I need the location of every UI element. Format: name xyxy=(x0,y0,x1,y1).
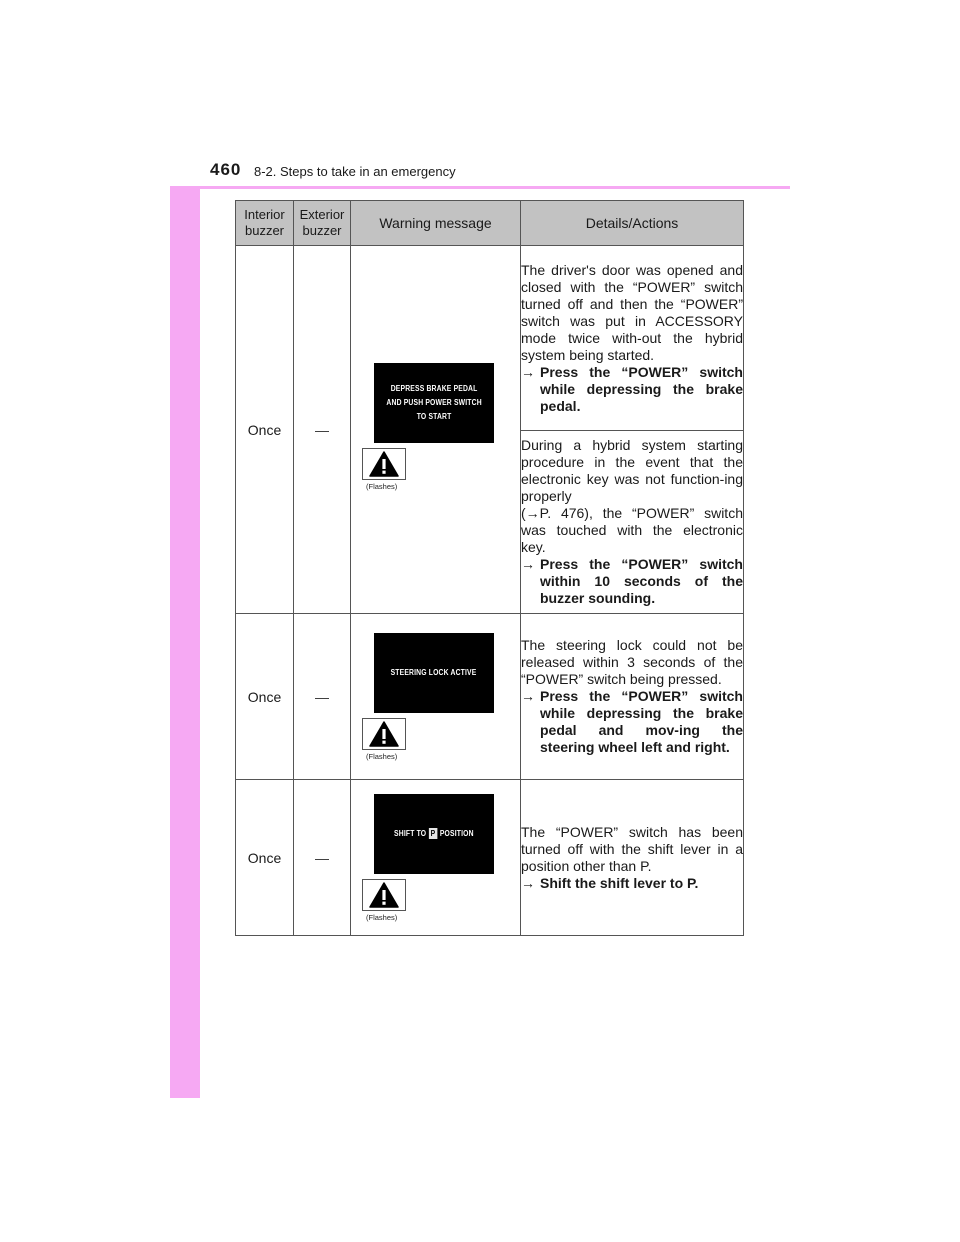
exterior-buzzer-cell: — xyxy=(294,780,351,936)
warning-message-cell xyxy=(351,246,521,614)
flashes-label: (Flashes) xyxy=(366,481,398,491)
action-text: Press the “POWER” switch while depressing the brake pedal. xyxy=(540,363,743,414)
action-line xyxy=(521,875,743,892)
details-cell xyxy=(521,780,744,936)
multi-info-display xyxy=(374,363,494,443)
details-text: The driver's door was opened and closed with the “POWER” switch turned off and then the “POWER” switch was put in ACCESSORY mode twice with-out the hybrid system being started. xyxy=(521,261,743,363)
display-text: SHIFT TO xyxy=(394,828,427,838)
table-row xyxy=(236,246,744,431)
arrow-icon: → xyxy=(521,363,535,380)
details-cell xyxy=(521,614,744,780)
details-cell xyxy=(521,246,744,431)
interior-buzzer-cell: Once xyxy=(236,780,294,936)
table-header-row xyxy=(236,201,744,246)
header-interior-buzzer: Interior buzzer xyxy=(236,201,294,246)
action-text: Shift the shift lever to P. xyxy=(540,874,699,891)
display-line: STEERING LOCK ACTIVE xyxy=(391,667,477,677)
side-tab-bar xyxy=(170,143,200,1098)
warning-triangle-icon xyxy=(369,882,399,908)
page-number: 460 xyxy=(210,160,242,179)
arrow-icon: → xyxy=(521,556,535,572)
multi-info-display xyxy=(374,633,494,713)
exterior-buzzer-cell: — xyxy=(294,246,351,614)
table-row xyxy=(236,614,744,780)
warning-table xyxy=(235,200,744,936)
warning-message-cell xyxy=(351,614,521,780)
action-line xyxy=(521,556,743,607)
flashes-label: (Flashes) xyxy=(366,912,398,922)
details-text: During a hybrid system starting procedure in the event that the electronic key was not function-ing properly xyxy=(521,437,743,504)
header-exterior-buzzer: Exterior buzzer xyxy=(294,201,351,246)
exterior-buzzer-cell: — xyxy=(294,614,351,780)
warning-indicator xyxy=(362,448,406,480)
display-line: DEPRESS BRAKE PEDAL xyxy=(390,383,478,393)
section-title: 8-2. Steps to take in an emergency xyxy=(254,164,456,179)
warning-indicator xyxy=(362,879,406,911)
details-cell xyxy=(521,431,744,614)
details-text: The steering lock could not be released within 3 seconds of the “POWER” switch being pressed. xyxy=(521,637,743,687)
interior-buzzer-cell: Once xyxy=(236,246,294,614)
interior-buzzer-cell: Once xyxy=(236,614,294,780)
details-text: (→P. 476), the “POWER” switch was touched with the electronic key. xyxy=(521,505,743,555)
details-text: The “POWER” switch has been turned off with the shift lever in a position other than P. xyxy=(521,823,743,874)
table-row xyxy=(236,780,744,936)
action-line xyxy=(521,688,743,756)
warning-triangle-icon xyxy=(369,451,399,477)
header-warning-message: Warning message xyxy=(351,201,521,246)
display-line: AND PUSH POWER SWITCH xyxy=(386,397,482,407)
display-text: POSITION xyxy=(439,828,474,838)
action-line xyxy=(521,364,743,415)
header-underline xyxy=(170,186,790,189)
action-text: Press the “POWER” switch within 10 seconds of the buzzer sounding. xyxy=(540,556,743,606)
warning-message-cell xyxy=(351,780,521,936)
flashes-label: (Flashes) xyxy=(366,751,398,761)
warning-indicator xyxy=(362,718,406,750)
action-text: Press the “POWER” switch while depressing the brake pedal and mov-ing the steering wheel left and right. xyxy=(540,688,743,755)
warning-triangle-icon xyxy=(369,721,399,747)
display-line: TO START xyxy=(416,411,452,421)
arrow-icon: → xyxy=(521,688,535,704)
arrow-icon: → xyxy=(521,874,535,891)
p-position-icon: P xyxy=(430,828,436,838)
multi-info-display xyxy=(374,794,494,874)
header-details-actions: Details/Actions xyxy=(521,201,744,246)
